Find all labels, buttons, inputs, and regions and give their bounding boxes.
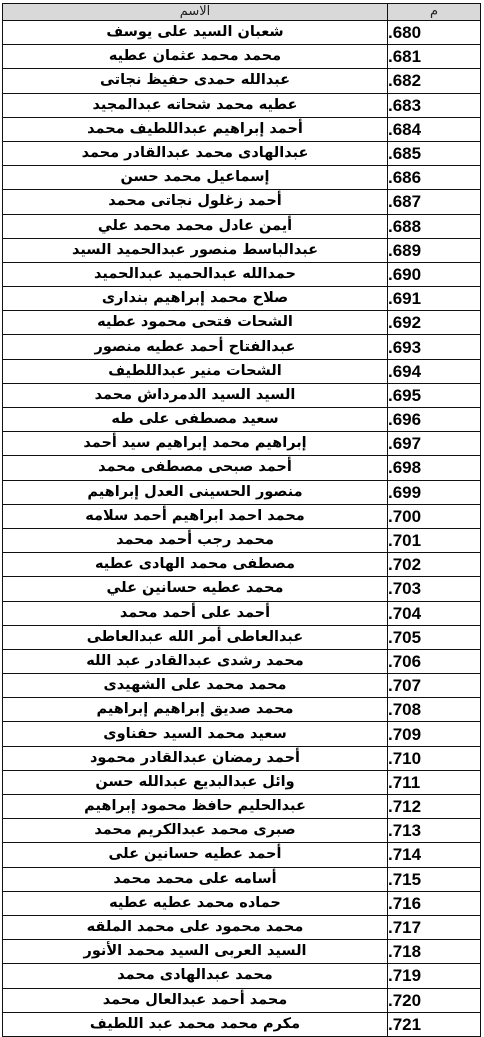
table-row xyxy=(3,238,481,262)
serial-number-cell: .713 xyxy=(388,819,481,843)
table-row xyxy=(3,456,481,480)
serial-number-cell: .721 xyxy=(388,1012,481,1036)
person-name-cell: عبدالعاطى أمر الله عبدالعاطى xyxy=(3,625,388,649)
table-row xyxy=(3,674,481,698)
serial-number-cell: .714 xyxy=(388,843,481,867)
table-row xyxy=(3,480,481,504)
table-row xyxy=(3,262,481,286)
person-name-cell: محمد أحمد عبدالعال محمد xyxy=(3,988,388,1012)
person-name-cell: عبدالله حمدى حفيظ نجاتى xyxy=(3,69,388,93)
serial-number-cell: .689 xyxy=(388,238,481,262)
person-name-cell: عطيه محمد شحاته عبدالمجيد xyxy=(3,93,388,117)
serial-number-cell: .684 xyxy=(388,117,481,141)
table-row xyxy=(3,577,481,601)
serial-number-cell: .712 xyxy=(388,795,481,819)
table-row xyxy=(3,166,481,190)
table-row xyxy=(3,141,481,165)
table-row xyxy=(3,867,481,891)
serial-number-cell: .690 xyxy=(388,262,481,286)
serial-number-cell: .709 xyxy=(388,722,481,746)
table-row xyxy=(3,819,481,843)
person-name-cell: صلاح محمد إبراهيم بندارى xyxy=(3,287,388,311)
person-name-cell: حماده محمد عطيه عطيه xyxy=(3,891,388,915)
person-name-cell: سعيد محمد السيد حفناوى xyxy=(3,722,388,746)
table-row xyxy=(3,214,481,238)
table-row xyxy=(3,843,481,867)
serial-number-cell: .702 xyxy=(388,553,481,577)
serial-number-cell: .680 xyxy=(388,21,481,45)
serial-number-cell: .692 xyxy=(388,311,481,335)
person-name-cell: محمد محمد عثمان عطيه xyxy=(3,45,388,69)
person-name-cell: أيمن عادل محمد محمد علي xyxy=(3,214,388,238)
person-name-cell: سعيد مصطفى على طه xyxy=(3,408,388,432)
serial-number-cell: .693 xyxy=(388,335,481,359)
serial-number-cell: .700 xyxy=(388,504,481,528)
roster-table xyxy=(2,3,481,1037)
serial-number-cell: .688 xyxy=(388,214,481,238)
table-row xyxy=(3,504,481,528)
person-name-cell: محمد صديق إبراهيم إبراهيم xyxy=(3,698,388,722)
table-row xyxy=(3,69,481,93)
person-name-cell: السيد العربى السيد محمد الأنور xyxy=(3,940,388,964)
person-name-cell: عبدالفتاح أحمد عطيه منصور xyxy=(3,335,388,359)
table-row xyxy=(3,988,481,1012)
serial-number-cell: .683 xyxy=(388,93,481,117)
serial-number-cell: .706 xyxy=(388,649,481,673)
table-row xyxy=(3,722,481,746)
table-row xyxy=(3,915,481,939)
header-row xyxy=(3,4,481,21)
person-name-cell: عبدالباسط منصور عبدالحميد السيد xyxy=(3,238,388,262)
table-row xyxy=(3,795,481,819)
table-row xyxy=(3,698,481,722)
serial-number-cell: .717 xyxy=(388,915,481,939)
table-row xyxy=(3,190,481,214)
table-row xyxy=(3,45,481,69)
person-name-cell: مكرم محمد محمد عبد اللطيف xyxy=(3,1012,388,1036)
serial-number-cell: .703 xyxy=(388,577,481,601)
name-column-header: الاسم xyxy=(3,4,388,21)
person-name-cell: أحمد زغلول نجاتى محمد xyxy=(3,190,388,214)
serial-number-cell: .696 xyxy=(388,408,481,432)
table-row xyxy=(3,770,481,794)
table-row xyxy=(3,93,481,117)
serial-number-cell: .719 xyxy=(388,964,481,988)
person-name-cell: إسماعيل محمد حسن xyxy=(3,166,388,190)
person-name-cell: أحمد إبراهيم عبداللطيف محمد xyxy=(3,117,388,141)
person-name-cell: محمد رجب أحمد محمد xyxy=(3,528,388,552)
person-name-cell: منصور الحسينى العدل إبراهيم xyxy=(3,480,388,504)
person-name-cell: محمد احمد ابراهيم أحمد سلامه xyxy=(3,504,388,528)
serial-number-cell: .705 xyxy=(388,625,481,649)
table-row xyxy=(3,408,481,432)
person-name-cell: الشحات فتحى محمود عطيه xyxy=(3,311,388,335)
person-name-cell: أحمد صبحى مصطفى محمد xyxy=(3,456,388,480)
person-name-cell: عبدالحليم حافظ محمود إبراهيم xyxy=(3,795,388,819)
serial-number-cell: .681 xyxy=(388,45,481,69)
number-column-header: م xyxy=(388,4,481,21)
serial-number-cell: .691 xyxy=(388,287,481,311)
table-row xyxy=(3,891,481,915)
serial-number-cell: .685 xyxy=(388,141,481,165)
table-row xyxy=(3,117,481,141)
person-name-cell: أحمد عطيه حسانين على xyxy=(3,843,388,867)
person-name-cell: محمد محمود على محمد الملقه xyxy=(3,915,388,939)
serial-number-cell: .698 xyxy=(388,456,481,480)
table-row xyxy=(3,432,481,456)
serial-number-cell: .720 xyxy=(388,988,481,1012)
serial-number-cell: .701 xyxy=(388,528,481,552)
person-name-cell: محمد عطيه حسانين علي xyxy=(3,577,388,601)
table-row xyxy=(3,746,481,770)
serial-number-cell: .710 xyxy=(388,746,481,770)
serial-number-cell: .695 xyxy=(388,383,481,407)
person-name-cell: السيد السيد الدمرداش محمد xyxy=(3,383,388,407)
table-row xyxy=(3,359,481,383)
person-name-cell: الشحات منير عبداللطيف xyxy=(3,359,388,383)
serial-number-cell: .708 xyxy=(388,698,481,722)
table-row xyxy=(3,553,481,577)
table-row xyxy=(3,1012,481,1036)
table-row xyxy=(3,528,481,552)
person-name-cell: عبدالهادى محمد عبدالقادر محمد xyxy=(3,141,388,165)
table-row xyxy=(3,940,481,964)
person-name-cell: وائل عبدالبديع عبدالله حسن xyxy=(3,770,388,794)
person-name-cell: محمد عبدالهادى محمد xyxy=(3,964,388,988)
person-name-cell: أحمد على أحمد محمد xyxy=(3,601,388,625)
table-row xyxy=(3,21,481,45)
table-row xyxy=(3,625,481,649)
serial-number-cell: .716 xyxy=(388,891,481,915)
person-name-cell: أسامه على محمد محمد xyxy=(3,867,388,891)
table-row xyxy=(3,383,481,407)
table-row xyxy=(3,649,481,673)
person-name-cell: شعبان السيد على يوسف xyxy=(3,21,388,45)
table-row xyxy=(3,964,481,988)
serial-number-cell: .711 xyxy=(388,770,481,794)
table-row xyxy=(3,601,481,625)
serial-number-cell: .704 xyxy=(388,601,481,625)
table-row xyxy=(3,311,481,335)
serial-number-cell: .687 xyxy=(388,190,481,214)
person-name-cell: إبراهيم محمد إبراهيم سيد أحمد xyxy=(3,432,388,456)
table-row xyxy=(3,335,481,359)
roster-body xyxy=(3,21,481,1037)
serial-number-cell: .707 xyxy=(388,674,481,698)
roster-sheet xyxy=(2,3,480,1037)
serial-number-cell: .682 xyxy=(388,69,481,93)
person-name-cell: محمد محمد على الشهيدى xyxy=(3,674,388,698)
person-name-cell: مصطفى محمد الهادى عطيه xyxy=(3,553,388,577)
serial-number-cell: .715 xyxy=(388,867,481,891)
person-name-cell: صبرى محمد عبدالكريم محمد xyxy=(3,819,388,843)
person-name-cell: محمد رشدى عبدالقادر عبد الله xyxy=(3,649,388,673)
serial-number-cell: .697 xyxy=(388,432,481,456)
serial-number-cell: .718 xyxy=(388,940,481,964)
serial-number-cell: .694 xyxy=(388,359,481,383)
serial-number-cell: .686 xyxy=(388,166,481,190)
table-row xyxy=(3,287,481,311)
person-name-cell: أحمد رمضان عبدالقادر محمود xyxy=(3,746,388,770)
serial-number-cell: .699 xyxy=(388,480,481,504)
person-name-cell: حمدالله عبدالحميد عبدالحميد xyxy=(3,262,388,286)
